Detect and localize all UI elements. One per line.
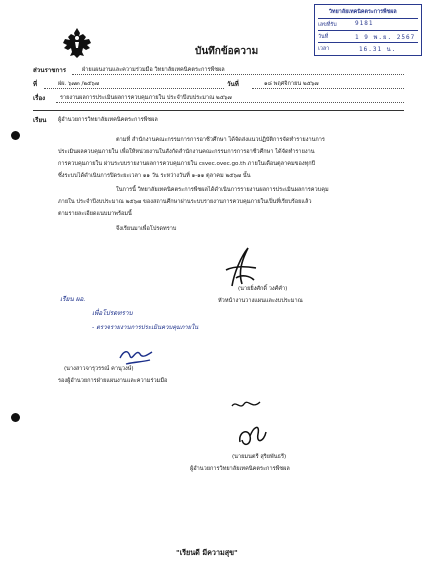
- body-p2-line-3: ตามรายละเอียดแนบมาพร้อมนี้: [58, 211, 132, 217]
- handwritten-note-line-1: เรียน ผอ.: [60, 295, 86, 303]
- dept-value: ฝ่ายแผนงานและความร่วมมือ วิทยาลัยเทคนิคตระการพืชผล: [82, 67, 225, 73]
- receive-stamp: [314, 4, 422, 56]
- body-p1-line-1: ตามที่ สำนักงานคณะกรรมการการอาชีวศึกษา ได้จัดส่งแนวปฏิบัติการจัดทำรายงานการ: [116, 137, 325, 143]
- signer-1-name: (นายยิ่งศักดิ์ วงศ์คำ): [238, 286, 288, 292]
- punch-hole-top: [11, 131, 20, 140]
- body-p2-line-2: ภายใน ประจำปีงบประมาณ ๒๕๖๗ ของสถานศึกษาผ่านระบบรายงานการควบคุมภายในเป็นที่เรียบร้อยแล้ว: [58, 199, 312, 205]
- stamp-date: 1 9 พ.ย. 2567: [355, 34, 416, 41]
- date-label: วันที่: [227, 81, 239, 88]
- stamp-receive-no-label: เลขที่รับ: [318, 22, 337, 28]
- body-p2-line-1: ในการนี้ วิทยาลัยเทคนิคตระการพืชผลได้ดำเนินการรายงานผลการประเมินผลการควบคุม: [116, 187, 329, 193]
- body-p1-line-2: ประเมินผลควบคุมภายใน เพื่อให้หน่วยงานในสังกัดสำนักงานคณะกรรมการการอาชีวศึกษา ได้จัดทำรายงาน: [58, 149, 315, 155]
- header-divider: [33, 110, 404, 111]
- punch-hole-bottom: [11, 413, 20, 422]
- signer-2-name: (นางสาวจารุวรรณ์ คานุวงษ์): [64, 366, 134, 372]
- footer-motto: "เรียนดี มีความสุข": [176, 548, 238, 557]
- signer-3-position: ผู้อำนวยการวิทยาลัยเทคนิคตระการพืชผล: [190, 466, 290, 472]
- garuda-emblem-icon: [60, 26, 94, 60]
- subject-value: รายงานผลการประเมินผลการควบคุมภายใน ประจำปีงบประมาณ ๒๕๖๗: [60, 95, 232, 101]
- no-label: ที่: [33, 81, 38, 88]
- closing-text: จึงเรียนมาเพื่อโปรดทราบ: [116, 226, 177, 232]
- to-label: เรียน: [33, 117, 47, 124]
- handwritten-note-line-2: เพื่อโปรดทราบ: [92, 309, 133, 317]
- stamp-time-label: เวลา: [318, 46, 330, 52]
- handwritten-mark: [230, 396, 262, 418]
- stamp-receive-no: 9181: [355, 20, 374, 27]
- stamp-date-label: วันที่: [318, 34, 329, 40]
- signer-1-position: หัวหน้างานวางแผนและงบประมาณ: [218, 298, 303, 304]
- dept-label: ส่วนราชการ: [33, 67, 67, 74]
- signer-2-position: รองผู้อำนวยการฝ่ายแผนงานและความร่วมมือ: [58, 378, 168, 384]
- handwritten-note-line-3: - ตรวจรายงานการประเมินควบคุมภายใน: [92, 324, 199, 331]
- signer-3-name: (นายมนตรี สุริยพันธรี): [232, 454, 287, 460]
- date-value: ๑๘ พฤศจิกายน ๒๕๖๗: [264, 81, 319, 87]
- to-value: ผู้อำนวยการวิทยาลัยเทคนิคตระการพืชผล: [58, 117, 158, 123]
- no-value: ฝผ. ๖๗๓ /๒๕๖๗: [58, 81, 100, 87]
- body-p1-line-3: การควบคุมภายใน ผ่านระบบรายงานผลการควบคุมภายใน csvec.ovec.go.th ภายในเดือนตุลาคมของทุกปี: [58, 161, 316, 167]
- signature-3-mark: [234, 418, 270, 456]
- subject-label: เรื่อง: [33, 95, 46, 102]
- memo-title: บันทึกข้อความ: [195, 46, 259, 57]
- body-p1-line-4: ซึ่งระบบได้ดำเนินการปิดระยะเวลา ๑๑ วัน ระหว่างวันที่ ๑-๑๑ ตุลาคม ๒๕๖๗ นั้น: [58, 173, 251, 179]
- signature-1-mark: [212, 244, 262, 292]
- stamp-time: 16.31 น.: [359, 46, 397, 53]
- stamp-org: วิทยาลัยเทคนิคตระการพืชผล: [329, 9, 397, 15]
